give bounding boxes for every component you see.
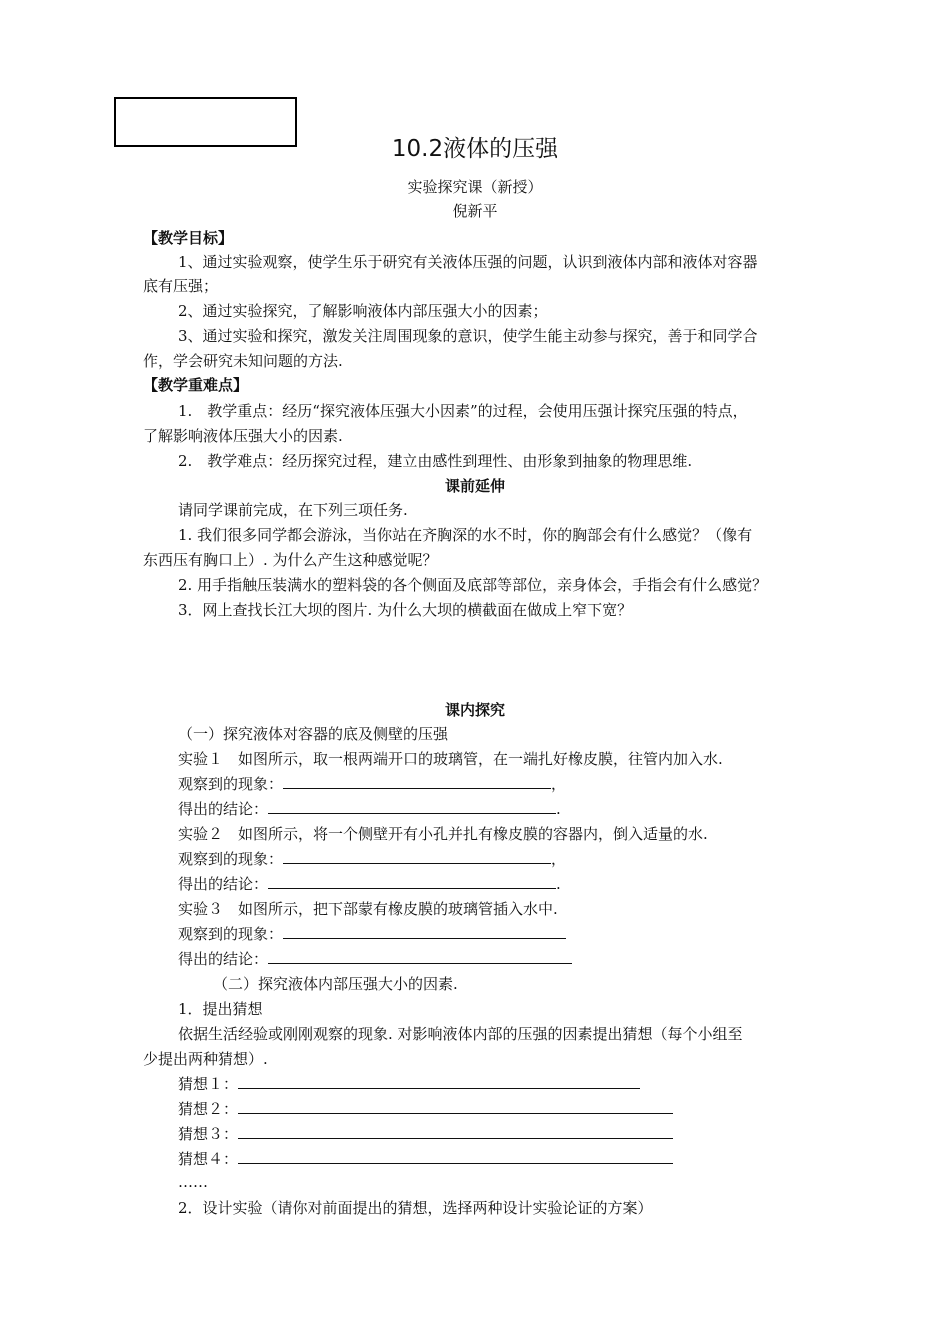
guess-3-label: 猜想３： — [178, 1125, 239, 1143]
goal-1-line-2: 底有压强； — [143, 277, 219, 295]
exp1-observe-blank[interactable] — [283, 774, 551, 789]
conclude-label: 得出的结论： — [178, 875, 269, 893]
experiment-1: 实验１ 如图所示，取一根两端开口的玻璃管，在一端扎好橡皮膜，往管内加入水. — [178, 750, 723, 768]
lesson-type: 实验探究课（新授） — [407, 178, 543, 196]
exp2-observe-blank[interactable] — [283, 849, 551, 864]
experiment-3: 实验３ 如图所示，把下部蒙有橡皮膜的玻璃管插入水中. — [178, 900, 558, 918]
guess-1-label: 猜想１： — [178, 1075, 239, 1093]
part-2-heading: （二）探究液体内部压强大小的因素. — [213, 975, 458, 993]
exp3-observe-blank[interactable] — [283, 924, 566, 939]
task-3: 3．网上查找长江大坝的图片. 为什么大坝的横截面在做成上窄下宽？ — [178, 601, 633, 619]
guess-3-row — [178, 1124, 673, 1144]
observe-label: 观察到的现象： — [178, 775, 284, 793]
exp2-conclude-blank[interactable] — [268, 874, 556, 889]
keypoint-1-line-2: 了解影响液体压强大小的因素. — [143, 427, 343, 445]
guess-2-blank[interactable] — [238, 1099, 673, 1114]
guess-1-blank[interactable] — [238, 1074, 640, 1089]
task-2: 2. 用手指触压装满水的塑料袋的各个侧面及底部等部位，亲身体会，手指会有什么感觉？ — [178, 576, 768, 594]
preclass-heading: 课前延伸 — [444, 477, 505, 495]
inclass-heading: 课内探究 — [444, 701, 505, 719]
goal-2: 2、通过实验探究，了解影响液体内部压强大小的因素； — [178, 302, 548, 320]
guess-4-label: 猜想４： — [178, 1150, 239, 1168]
conclude-label: 得出的结论： — [178, 800, 269, 818]
document-title: 10.2液体的压强 — [391, 136, 559, 162]
guess-1-row — [178, 1074, 640, 1094]
preclass-intro: 请同学课前完成，在下列三项任务. — [178, 501, 408, 519]
goals-heading: 【教学目标】 — [143, 229, 234, 247]
guess-2-label: 猜想２： — [178, 1100, 239, 1118]
exp1-observe-row — [178, 774, 566, 794]
blank-comma: ， — [551, 850, 567, 868]
guess-4-row — [178, 1149, 673, 1169]
ellipsis: …… — [178, 1173, 208, 1191]
exp1-conclude-blank[interactable] — [268, 799, 556, 814]
goal-3-line-2: 作，学会研究未知问题的方法. — [143, 352, 343, 370]
blank-period: . — [556, 800, 561, 818]
keypoint-2: 2. 教学难点：经历探究过程，建立由感性到理性、由形象到抽象的物理思维. — [178, 452, 693, 470]
exp3-conclude-blank[interactable] — [268, 949, 572, 964]
task-1-line-1: 1. 我们很多同学都会游泳，当你站在齐胸深的水不时，你的胸部会有什么感觉？（像有 — [178, 526, 753, 544]
author-name: 倪新平 — [452, 202, 498, 220]
experiment-2: 实验２ 如图所示，将一个侧壁开有小孔并扎有橡皮膜的容器内，倒入适量的水. — [178, 825, 708, 843]
exp2-observe-row — [178, 849, 566, 869]
guess-3-blank[interactable] — [238, 1124, 673, 1139]
task-1-line-2: 东西压有胸口上）. 为什么产生这种感觉呢？ — [143, 551, 438, 569]
observe-label: 观察到的现象： — [178, 850, 284, 868]
exp2-conclude-row — [178, 874, 561, 894]
blank-comma: ， — [551, 775, 567, 793]
step-1-desc-line-2: 少提出两种猜想）. — [143, 1050, 268, 1068]
conclude-label: 得出的结论： — [178, 950, 269, 968]
blank-period: . — [556, 875, 561, 893]
keypoints-heading: 【教学重难点】 — [143, 376, 249, 394]
goal-3-line-1: 3、通过实验和探究，激发关注周围现象的意识，使学生能主动参与探究，善于和同学合 — [178, 327, 758, 345]
step-2-heading: 2．设计实验（请你对前面提出的猜想，选择两种设计实验论证的方案） — [178, 1199, 653, 1217]
guess-4-blank[interactable] — [238, 1149, 673, 1164]
step-1-desc-line-1: 依据生活经验或刚刚观察的现象. 对影响液体内部的压强的因素提出猜想（每个小组至 — [178, 1025, 743, 1043]
part-1-heading: （一）探究液体对容器的底及侧壁的压强 — [178, 725, 449, 743]
keypoint-1-line-1: 1. 教学重点：经历“探究液体压强大小因素”的过程，会使用压强计探究压强的特点， — [178, 402, 748, 420]
goal-1-line-1: 1、通过实验观察，使学生乐于研究有关液体压强的问题，认识到液体内部和液体对容器 — [178, 253, 758, 271]
exp1-conclude-row — [178, 799, 561, 819]
guess-2-row — [178, 1099, 673, 1119]
observe-label: 观察到的现象： — [178, 925, 284, 943]
exp3-observe-row — [178, 924, 566, 944]
exp3-conclude-row — [178, 949, 572, 969]
step-1-heading: 1．提出猜想 — [178, 1000, 263, 1018]
